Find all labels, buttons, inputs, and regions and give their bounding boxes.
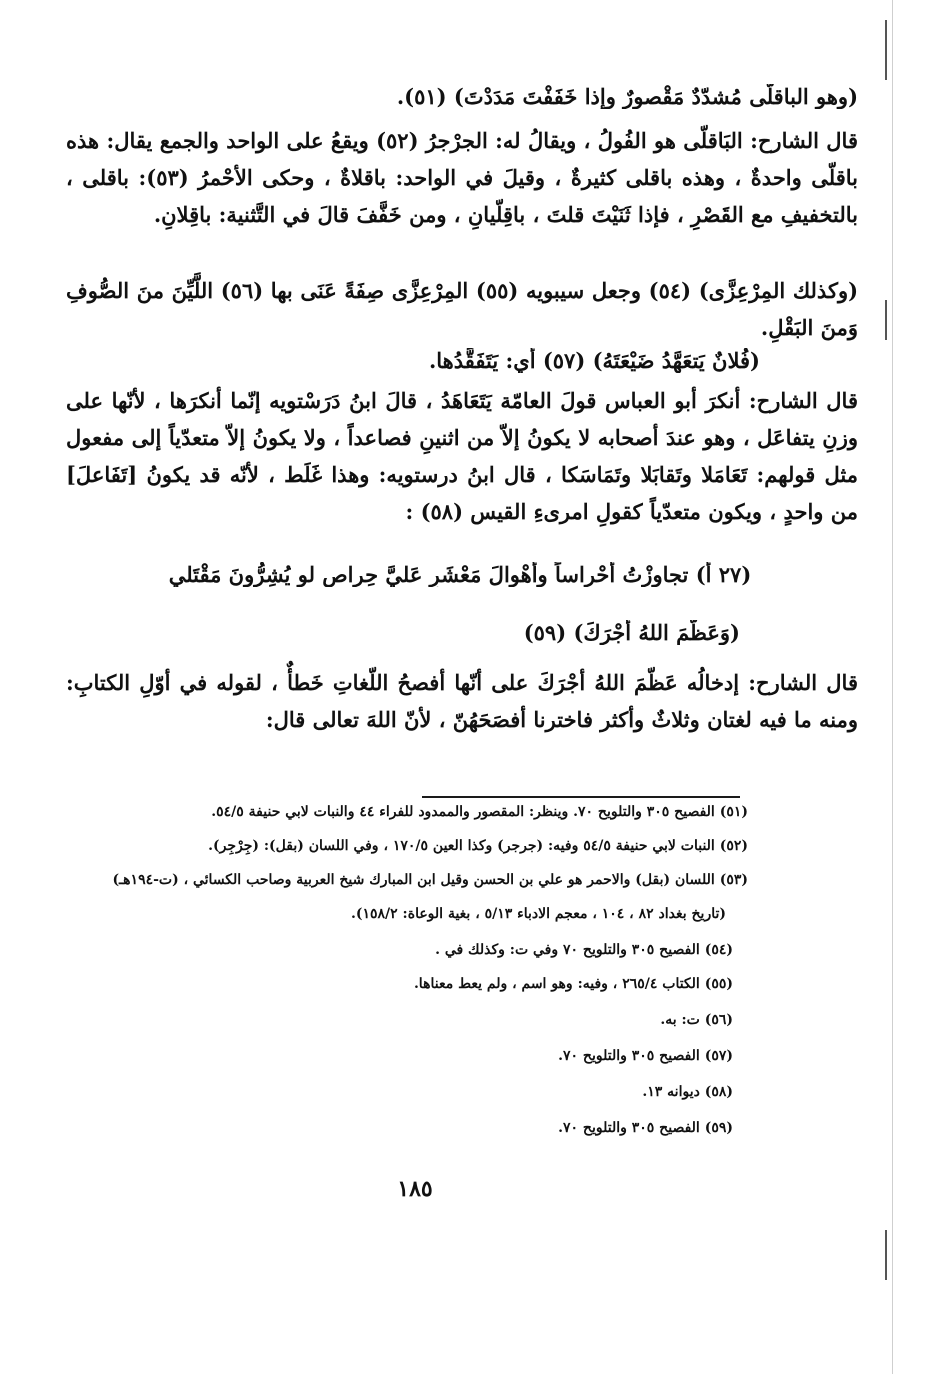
footnote-57: (٥٧) الفصيح ٣٠٥ والتلويح ٧٠. bbox=[558, 1048, 733, 1064]
footnote-59: (٥٩) الفصيح ٣٠٥ والتلويح ٧٠. bbox=[558, 1120, 733, 1136]
footnote-58: (٥٨) ديوانه ١٣. bbox=[642, 1084, 733, 1100]
commentary-paragraph-2: قال الشارح: أنكرَ أبو العباس قولَ العامّة يَتَعَاهَدُ ، قالَ ابنُ دَرَسْتويه إنّما أنكرَها ، لأنّها على وزنِ يتفاعَل ، وهو عندَ أصحابه لا يكونُ إلاّ من اثنينِ فصاعداً ، ولا يكونُ إلاّ متعدّياً إلى مفعول مثل قولهم: تَعَامَلا وتَقابَلا وتَمَاسَكا ، قال ابنُ درستويه: وهذا غَلَط ، لأنّه قد يكونُ [تَفَاعلَ] من واحدٍ ، ويكون متعدّياً كقولِ امرىءِ القيس (٥٨) : bbox=[66, 388, 858, 524]
footnote-54: (٥٤) الفصيح ٣٠٥ والتلويح ٧٠ وفي ت: وكذلك في . bbox=[435, 942, 733, 958]
margin-mark bbox=[885, 300, 887, 340]
commentary-paragraph-3: قال الشارح: إدخالُه عَظّمَ اللهُ أجْرَكَ على أنّها أفصحُ اللّغاتِ خَطأٌ ، لقوله في أوّلِ الكتابِ: ومنه ما فيه لغتان وثلاثٌ وأكثر فاخترنا أفصَحَهُنّ ، لأنّ اللهَ تعالى قال: bbox=[66, 670, 858, 732]
page-number: ١٨٥ bbox=[397, 1176, 433, 1202]
entry-heading-57: (فُلانٌ يَتعَهَّدُ ضَيْعَتَهُ) (٥٧) أي: يَتَفَقَّدُها. bbox=[428, 348, 760, 373]
footnote-51: (٥١) الفصيح ٣٠٥ والتلويح ٧٠. وينظر: المقصور والممدود للفراء ٤٤ والنبات لابي حنيفة ٥٤/٥. bbox=[211, 804, 748, 820]
entry-heading-54: (وكذلك المِرْعِزَّى) (٥٤) وجعل سيبويه (٥٥) المِرْعِزَّى صِفَةً عَنَى بها (٥٦) اللَّيِّنَ منَ الصُّوفِ وَمنَ البَقْلِ. bbox=[66, 278, 859, 340]
commentary-paragraph-1: قال الشارح: البَاقلّى هو الفُولُ ، ويقالُ له: الجرْجرُ (٥٢) ويقعُ على الواحد والجمع يقال: هذه باقلّى واحدةٌ ، وهذه باقلى كثيرةٌ ، وقيلَ في الواحد: باقلاةٌ ، وحكى الأحْمرُ (٥٣): باقلى ، بالتخفيفِ مع القَصْرِ ، فإذا ثَنَيْتَ قلتَ ، باقِلّيانِ ، ومن خَفَّفَ قالَ في التَّثنية: باقِلانِ. bbox=[66, 128, 858, 227]
footnote-56: (٥٦) ت: به. bbox=[660, 1012, 733, 1028]
footnote-55: (٥٥) الكتاب ٢٦٥/٤ ، وفيه: وهو اسم ، ولم يعط معناها. bbox=[413, 976, 733, 992]
margin-mark bbox=[885, 1230, 887, 1280]
entry-heading-59: (وَعَظَّمَ اللهُ أجْرَكَ) (٥٩) bbox=[523, 620, 740, 645]
footnote-53-continuation: (تاريخ بغداد ٨٢ ، ١٠٤ ، معجم الادباء ٥/١٣ ، بغية الوعاة: ١٥٨/٢). bbox=[350, 906, 726, 922]
poetry-verse-27: (٢٧ أ) تجاوزْتُ أحْراساً وأهْوالَ مَعْشَرٍ عَليَّ حِراصٍ لو يُشِرُّونَ مَقْتَلي bbox=[168, 562, 752, 587]
footnote-53: (٥٣) اللسان (بقل) والاحمر هو علي بن الحسن وقيل ابن المبارك شيخ العربية وصاحب الكسائي ، (ت-١٩٤هـ) bbox=[112, 872, 748, 888]
margin-mark bbox=[885, 20, 887, 80]
footnote-divider bbox=[422, 796, 740, 798]
entry-heading-51: (وهو الباقلّى مُشدّدٌ مَقْصورٌ وإذا خَفَفْتَ مَدَدْتَ) (٥١). bbox=[396, 84, 858, 109]
footnote-52: (٥٢) النبات لابي حنيفة ٥٤/٥ وفيه: (جرجر) وكذا العين ١٧٠/٥ ، وفي اللسان (بقل): (جِرْجِر). bbox=[208, 838, 748, 854]
page-edge-line bbox=[892, 0, 893, 1374]
